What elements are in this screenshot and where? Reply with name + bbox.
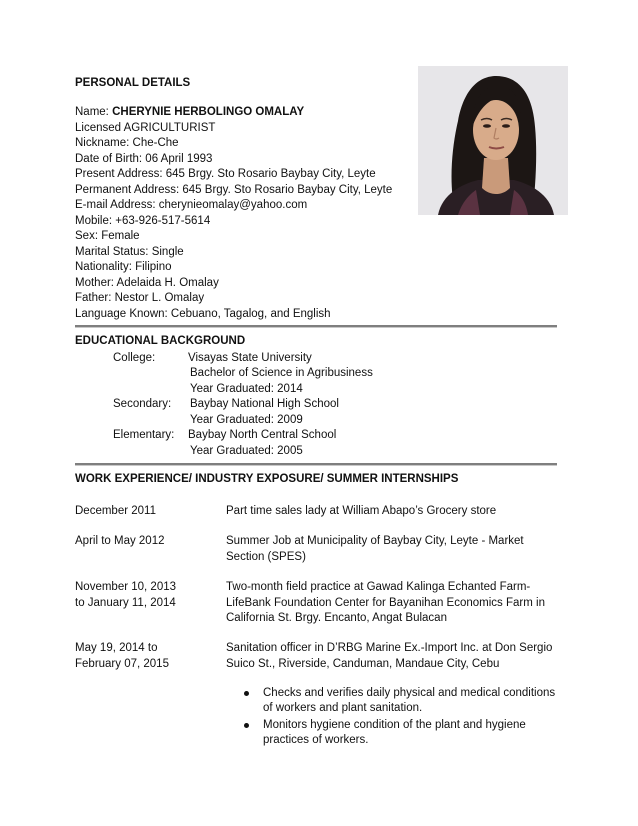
work-description: Suico St., Riverside, Canduman, Mandaue City, Cebu	[226, 657, 500, 670]
duty-text: Checks and verifies daily physical and medical conditions of workers and plant sanitation.	[263, 687, 556, 715]
work-date: April to May 2012	[75, 535, 165, 547]
personal-line: Permanent Address: 645 Brgy. Sto Rosario Baybay City, Leyte	[75, 183, 393, 196]
list-item	[226, 686, 566, 717]
college-school: Visayas State University	[188, 351, 312, 364]
bullet-icon	[244, 723, 249, 728]
work-description: California St. Brgy. Encanto, Angat Bulacan	[226, 612, 447, 624]
college-year: Year Graduated: 2014	[190, 382, 303, 395]
work-date: May 19, 2014 to	[75, 642, 158, 654]
work-description: Summer Job at Municipality of Baybay City, Leyte - Market	[226, 535, 524, 547]
personal-line: Nickname: Che-Che	[75, 137, 179, 149]
personal-line: Date of Birth: 06 April 1993	[75, 152, 213, 165]
personal-line: Sex: Female	[75, 230, 140, 242]
secondary-year: Year Graduated: 2009	[190, 413, 303, 426]
work-date: February 07, 2015	[75, 657, 169, 670]
personal-line: Marital Status: Single	[75, 245, 184, 258]
section-divider	[75, 325, 557, 328]
list-item	[226, 718, 566, 749]
personal-line: Licensed AGRICULTURIST	[75, 121, 216, 134]
work-heading: WORK EXPERIENCE/ INDUSTRY EXPOSURE/ SUMMER INTERNSHIPS	[75, 473, 459, 485]
name-line	[75, 105, 304, 120]
personal-details-heading: PERSONAL DETAILS	[75, 77, 191, 89]
elementary-year: Year Graduated: 2005	[190, 444, 303, 457]
elementary-label: Elementary:	[113, 429, 175, 441]
name-value: CHERYNIE HERBOLINGO OMALAY	[112, 106, 305, 118]
work-date: to January 11, 2014	[75, 596, 176, 609]
personal-line: Nationality: Filipino	[75, 261, 172, 273]
college-degree: Bachelor of Science in Agribusiness	[190, 367, 373, 379]
duties-list	[226, 686, 566, 750]
work-date: November 10, 2013	[75, 581, 177, 593]
secondary-school: Baybay National High School	[190, 398, 339, 410]
elementary-school: Baybay North Central School	[188, 429, 337, 441]
personal-line: E-mail Address: cherynieomalay@yahoo.com	[75, 199, 308, 211]
personal-line: Mobile: +63-926-517-5614	[75, 214, 211, 227]
work-description: Two-month field practice at Gawad Kalinga Echanted Farm-	[226, 581, 531, 593]
profile-photo	[418, 66, 568, 215]
work-description: LifeBank Foundation Center for Bayanihan Economics Farm in	[226, 596, 545, 609]
personal-line: Present Address: 645 Brgy. Sto Rosario Baybay City, Leyte	[75, 168, 376, 180]
college-label: College:	[113, 351, 156, 364]
work-description: Section (SPES)	[226, 550, 306, 563]
secondary-label: Secondary:	[113, 398, 172, 410]
duty-text: Monitors hygiene condition of the plant and hygiene practices of workers.	[263, 718, 526, 747]
personal-line: Mother: Adelaida H. Omalay	[75, 276, 219, 289]
work-description: Part time sales lady at William Abapo’s Grocery store	[226, 505, 497, 517]
bullet-icon	[244, 691, 249, 696]
section-divider	[75, 463, 557, 466]
work-date: December 2011	[75, 505, 156, 517]
personal-line: Language Known: Cebuano, Tagalog, and English	[75, 307, 331, 320]
name-label: Name:	[75, 106, 113, 118]
work-description: Sanitation officer in D’RBG Marine Ex.-Import Inc. at Don Sergio	[226, 642, 553, 654]
personal-line: Father: Nestor L. Omalay	[75, 292, 205, 304]
education-heading: EDUCATIONAL BACKGROUND	[75, 335, 246, 347]
